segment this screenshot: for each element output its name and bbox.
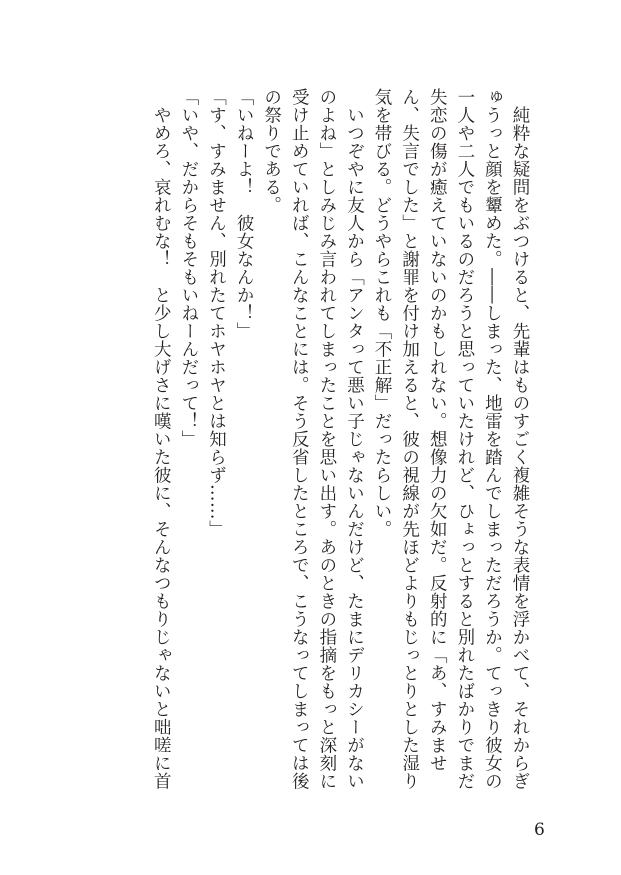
dialogue-line-3: 「いや、だからそもそもいねーんだって！」 bbox=[178, 88, 199, 448]
vertical-text-body bbox=[147, 88, 533, 798]
dialogue-line-2: 「す、すみません、別れたてホヤホヤとは知らず……」 bbox=[206, 88, 227, 538]
paragraph-closing: やめろ、哀れむな！ と少し大げさに嘆いた彼に、そんなつもりじゃないと咄嗟に首 bbox=[151, 105, 172, 790]
paragraph-memory: いつぞやに友人から「アンタって悪い子じゃないんだけど、たまにデリカシーがないのよね」としみじみ言われてしまったことを思い出す。あのときの指摘をもっと深刻に受け止めていれば、こんなことには。そう反省したところで、こうなってしまっては後の祭りである。 bbox=[261, 88, 365, 790]
page-number: 6 bbox=[534, 820, 545, 840]
dialogue-line-1: 「いねーよ！ 彼女なんか！」 bbox=[234, 88, 255, 340]
paragraph-intro: 純粋な疑問をぶつけると、先輩はものすごく複雑そうな表情を浮かべて、それからぎゅうっと顔を顰めた。――しまった、地雷を踏んでしまっただろうか。てっきり彼女の一人や二人でもいるのだろうと思っていたけれど、ひょっとすると別れたばかりでまだ失恋の傷が癒えていないのかもしれない。想像力の欠如だ。反射的に「あ、すみません、失言でした」と謝罪を付け加えると、彼の視線が先ほどよりもじっとりとした湿り気を帯びる。どうやらこれも「不正解」だったらしい。 bbox=[372, 88, 530, 790]
